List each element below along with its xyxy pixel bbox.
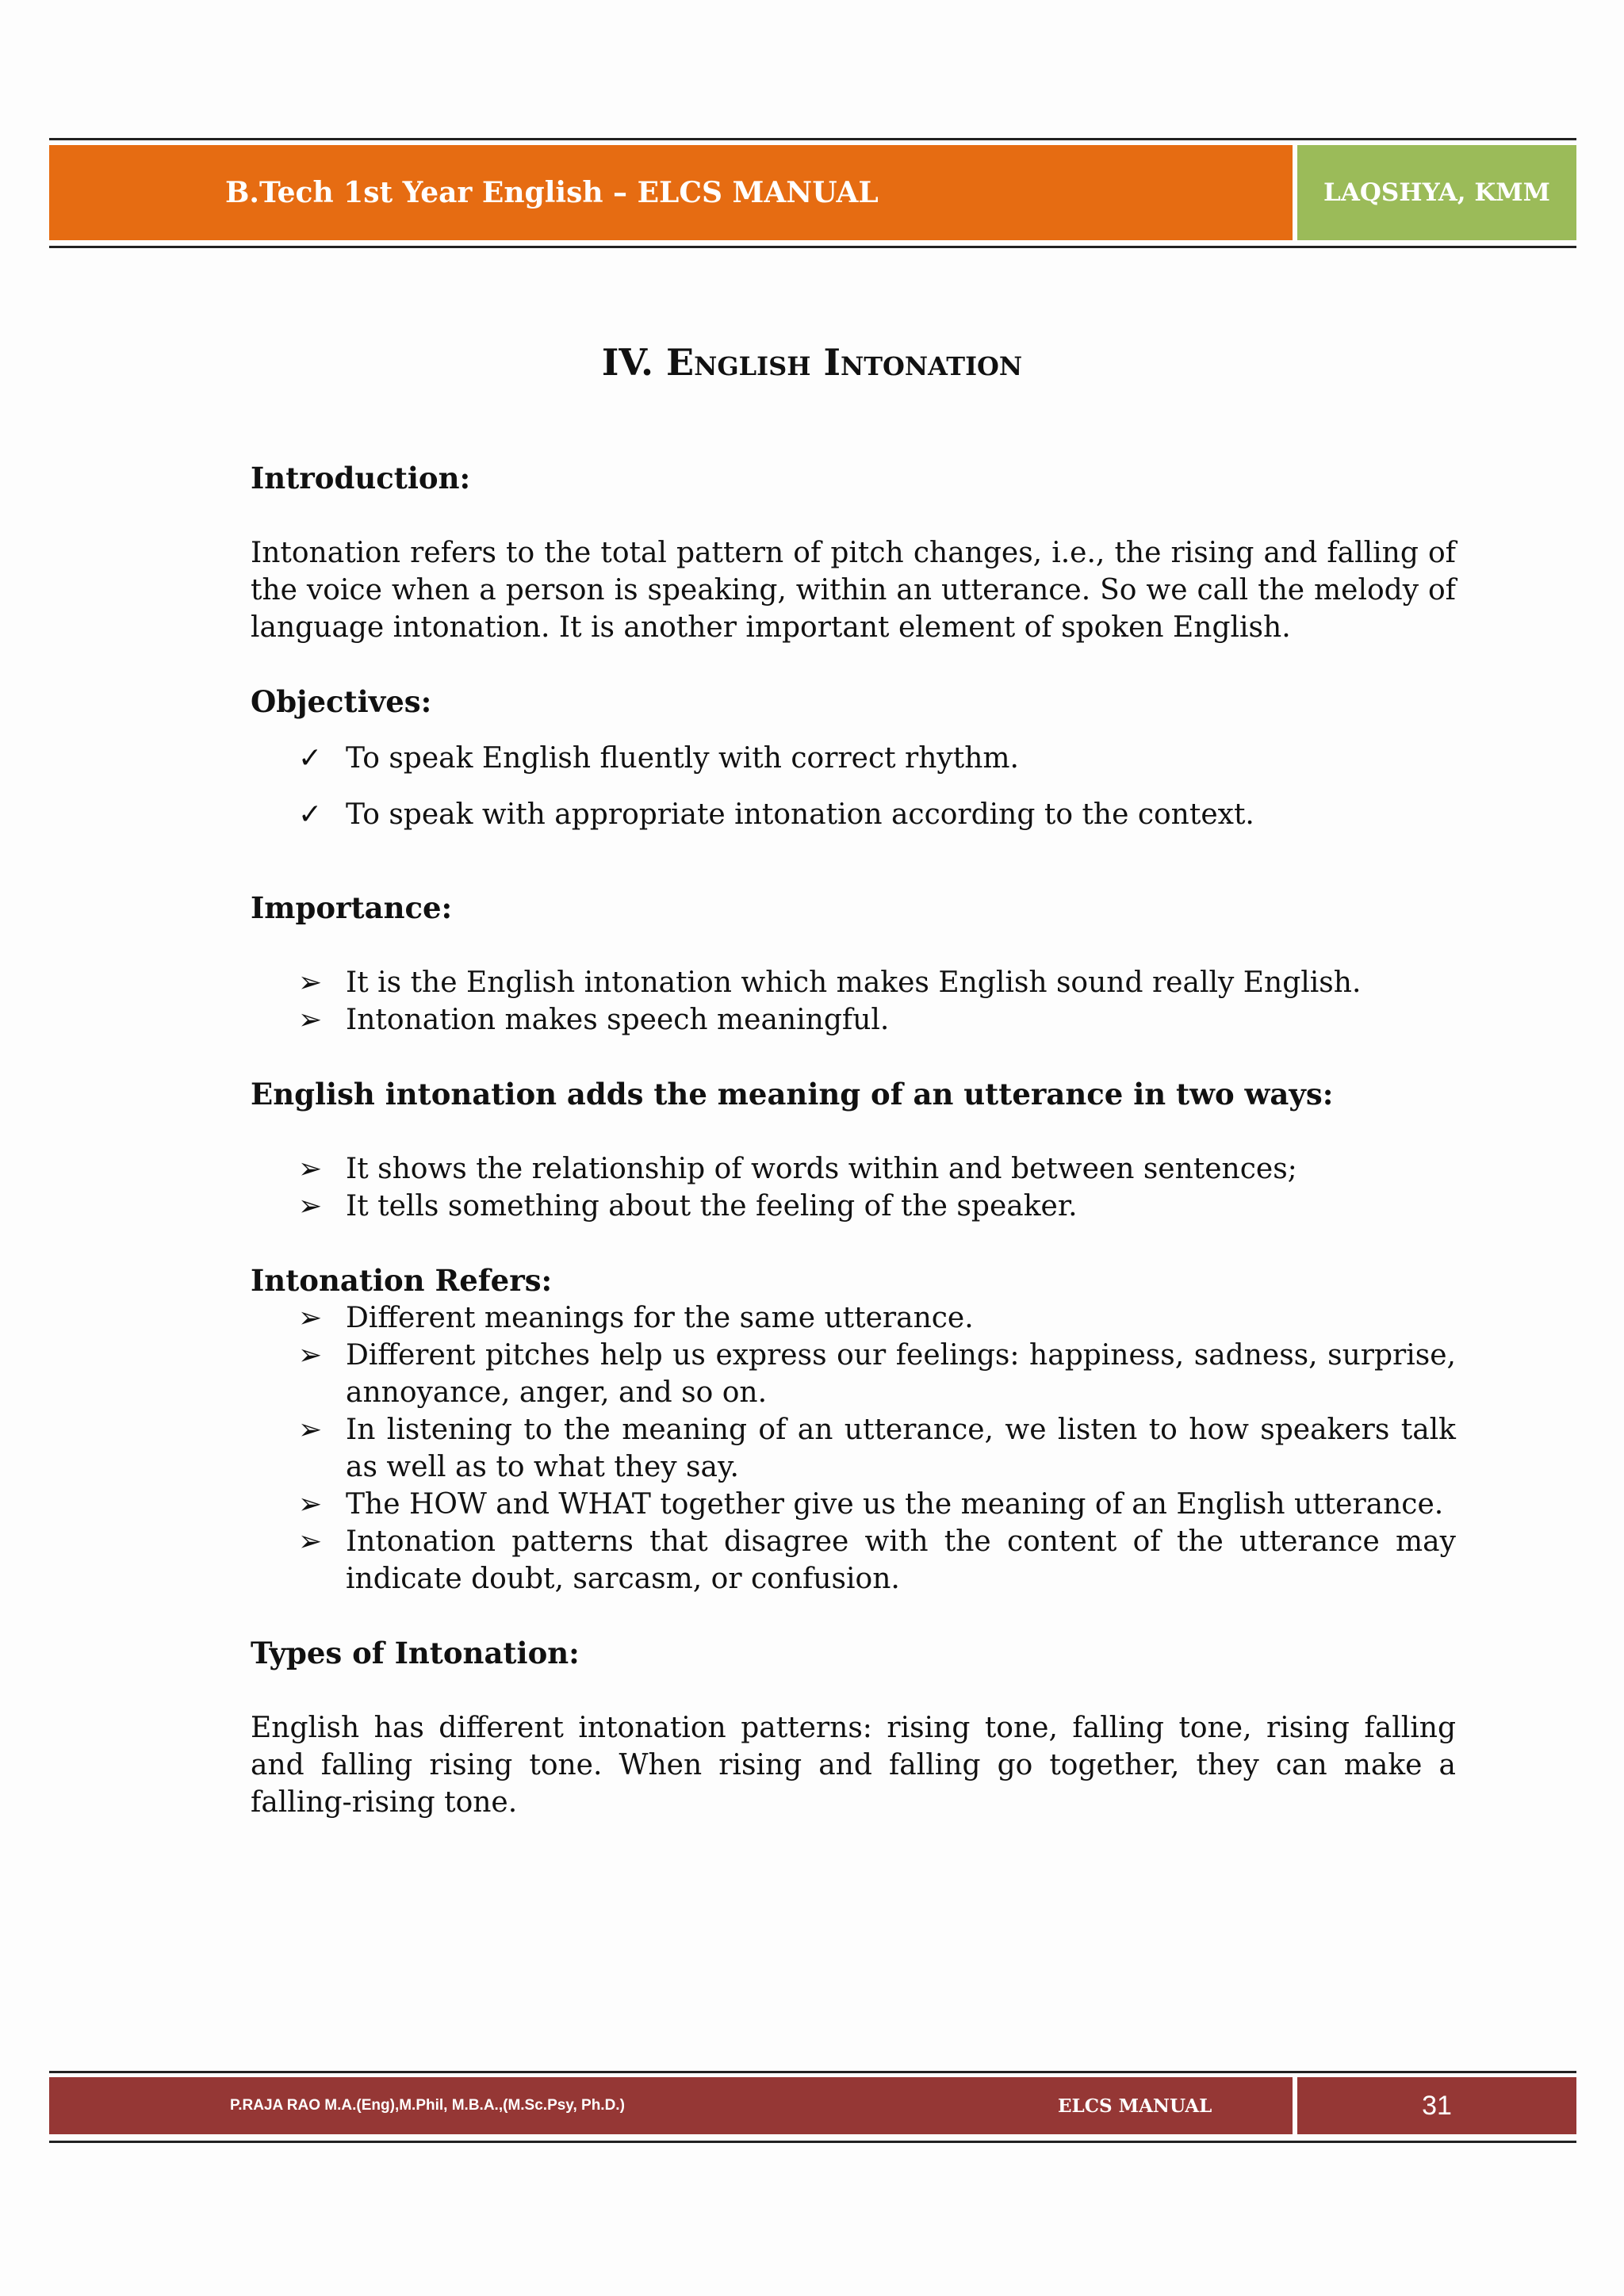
page-title: IV. English Intonation	[601, 341, 1023, 384]
check-icon: ✓	[298, 798, 323, 831]
objectives-list	[251, 740, 1456, 833]
arrow-bullet-icon: ➢	[298, 1339, 323, 1372]
types-text: English has different intonation patterns: rising tone, falling tone, rising falling and falling rising tone. When rising and falling go together, they can make a falling-rising tone.	[251, 1712, 1456, 1819]
page-number-box	[1297, 2077, 1576, 2134]
arrow-bullet-icon: ➢	[298, 1302, 323, 1334]
header-bottom-rule	[49, 246, 1576, 248]
arrow-bullet-icon: ➢	[298, 1153, 323, 1185]
page-number: 31	[1422, 2090, 1452, 2121]
footer-bottom-rule	[49, 2141, 1576, 2143]
header-title-bar	[49, 145, 1293, 240]
main-content	[251, 460, 1456, 1821]
arrow-bullet-icon: ➢	[298, 966, 323, 999]
check-icon: ✓	[298, 742, 323, 775]
list-item: ➢ It shows the relationship of words within and between sentences;	[251, 1150, 1456, 1188]
footer-bar	[49, 2077, 1293, 2134]
importance-heading: Importance:	[251, 890, 453, 925]
footer-top-rule	[49, 2071, 1576, 2073]
list-item: ➢ Different pitches help us express our feelings: happiness, sadness, surprise, annoyance, anger, and so on.	[251, 1337, 1456, 1411]
meaning-heading: English intonation adds the meaning of an utterance in two ways:	[251, 1077, 1334, 1112]
arrow-bullet-icon: ➢	[298, 1525, 323, 1558]
arrow-bullet-icon: ➢	[298, 1190, 323, 1223]
footer-author: P.RAJA RAO M.A.(Eng),M.Phil, M.B.A.,(M.Sc.Psy, Ph.D.)	[230, 2097, 625, 2114]
arrow-bullet-icon: ➢	[298, 1004, 323, 1036]
header-title: B.Tech 1st Year English – ELCS MANUAL	[225, 176, 879, 209]
refers-heading: Intonation Refers:	[251, 1263, 553, 1298]
importance-list	[251, 964, 1456, 1039]
introduction-text: Intonation refers to the total pattern of pitch changes, i.e., the rising and falling of the voice when a person is speaking, within an utterance. So we call the melody of language intonation. It is another important element of spoken English.	[251, 537, 1456, 644]
types-heading: Types of Intonation:	[251, 1636, 580, 1670]
list-item: ➢ Different meanings for the same utterance.	[251, 1299, 1456, 1337]
list-item: ✓ To speak with appropriate intonation according to the context.	[251, 796, 1456, 833]
list-item: ✓ To speak English fluently with correct rhythm.	[251, 740, 1456, 777]
list-item: ➢ Intonation makes speech meaningful.	[251, 1001, 1456, 1039]
arrow-bullet-icon: ➢	[298, 1414, 323, 1446]
refers-list	[251, 1299, 1456, 1598]
list-item: ➢ It is the English intonation which makes English sound really English.	[251, 964, 1456, 1001]
list-item: ➢ It tells something about the feeling of the speaker.	[251, 1188, 1456, 1225]
objectives-heading: Objectives:	[251, 684, 432, 719]
arrow-bullet-icon: ➢	[298, 1488, 323, 1521]
list-item: ➢ Intonation patterns that disagree with the content of the utterance may indicate doubt, sarcasm, or confusion.	[251, 1523, 1456, 1598]
header-institution: LAQSHYA, KMM	[1323, 178, 1550, 207]
meaning-list	[251, 1150, 1456, 1225]
list-item: ➢ The HOW and WHAT together give us the meaning of an English utterance.	[251, 1486, 1456, 1523]
footer-manual-label: ELCS MANUAL	[1058, 2095, 1212, 2117]
header-institution-box	[1297, 145, 1576, 240]
header-top-rule	[49, 138, 1576, 140]
list-item: ➢ In listening to the meaning of an utterance, we listen to how speakers talk as well as to what they say.	[251, 1411, 1456, 1486]
introduction-heading: Introduction:	[251, 461, 471, 496]
